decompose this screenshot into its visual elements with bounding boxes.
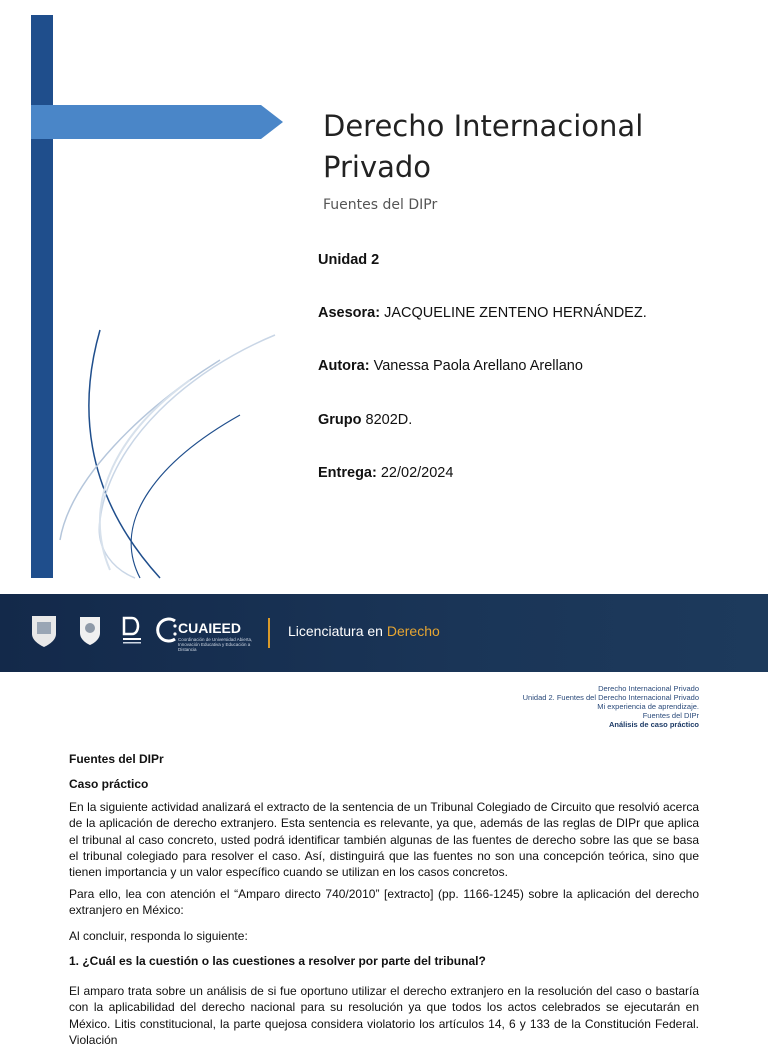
delivery-field bbox=[318, 465, 453, 481]
answer-1: El amparo trata sobre un análisis de si fue oportuno utilizar el derecho extranjero en la resolución del caso o bastaría con la aplicabilidad del derecho nacional para su resolución ya que todos los actos celebrados se ejecutarán en México. Litis constitucional, la parte quejosa considera violatorio los artículos 14, 6 y 133 de la Constitución Federal. Violación bbox=[69, 984, 699, 1047]
group-label: Grupo bbox=[318, 412, 362, 428]
delivery-value: 22/02/2024 bbox=[380, 465, 454, 481]
cover-title bbox=[323, 106, 743, 188]
advisor-value: JACQUELINE ZENTENO HERNÁNDEZ. bbox=[384, 305, 647, 321]
unit-field bbox=[318, 252, 379, 268]
cuaieed-subtitle: Coordinación de Universidad Abierta, Innovación Educativa y Educación a Distancia bbox=[178, 637, 253, 652]
section-heading: Fuentes del DIPr bbox=[69, 752, 164, 766]
meta-line: Fuentes del DIPr bbox=[642, 711, 699, 720]
innovation-logo-icon bbox=[120, 616, 144, 646]
cuaieed-wordmark: CUAIEED bbox=[178, 620, 242, 636]
group-field bbox=[318, 412, 412, 428]
instruction-paragraph: Al concluir, responda lo siguiente: bbox=[69, 929, 248, 943]
institution-banner bbox=[0, 594, 768, 672]
meta-line-strong: Análisis de caso práctico bbox=[608, 720, 699, 729]
delivery-label: Entrega: bbox=[318, 465, 377, 481]
meta-line: Derecho Internacional Privado bbox=[598, 684, 699, 693]
advisor-field bbox=[318, 305, 647, 321]
intro-paragraph: En la siguiente actividad analizará el extracto de la sentencia de un Tribunal Colegiado de Circuito que resolvió acerca de la aplicación de derecho extranjero. Esta sentencia es relevante, ya que, además de las reglas de DIPr que aplica el tribunal al caso concreto, usted podrá identificar también algunas de las fuentes de derecho sobre las que se basa el tribunal colegiado para resolver el caso. Así, distinguirá que las fuentes no son una concepción teórica, sino que tienen importancia y un valor específico cuando se utilizan en los casos concretos. bbox=[69, 800, 699, 880]
reading-paragraph: Para ello, lea con atención el “Amparo directo 740/2010” [extracto] (pp. 1166-1245) sobre la aplicación del derecho extranjero en México: bbox=[69, 887, 699, 918]
question-1: 1. ¿Cuál es la cuestión o las cuestiones a resolver por parte del tribunal? bbox=[69, 954, 486, 968]
cover-subtitle: Fuentes del DIPr bbox=[323, 197, 438, 213]
cuaieed-logo-icon bbox=[155, 616, 179, 644]
unam-shield-icon bbox=[30, 614, 58, 648]
section-subheading: Caso práctico bbox=[69, 777, 149, 791]
unit-label: Unidad 2 bbox=[318, 252, 380, 268]
program-prefix: Licenciatura en bbox=[288, 623, 383, 639]
decorative-swirl bbox=[40, 320, 290, 580]
program-accent: Derecho bbox=[386, 623, 440, 639]
author-value: Vanessa Paola Arellano Arellano bbox=[373, 358, 583, 374]
document-meta-header bbox=[523, 684, 699, 729]
author-label: Autora: bbox=[318, 358, 370, 374]
banner-divider bbox=[268, 618, 270, 648]
advisor-label: Asesora: bbox=[318, 305, 381, 321]
cover-arrow-banner bbox=[31, 103, 291, 143]
cover-title-line2: Privado bbox=[323, 150, 432, 184]
faculty-shield-icon bbox=[78, 613, 102, 647]
meta-line: Mi experiencia de aprendizaje. bbox=[597, 702, 699, 711]
cover-title-line1: Derecho Internacional bbox=[323, 109, 644, 143]
program-title bbox=[288, 623, 440, 639]
group-value: 8202D. bbox=[365, 412, 413, 428]
author-field bbox=[318, 358, 583, 374]
meta-line: Unidad 2. Fuentes del Derecho Internacional Privado bbox=[522, 693, 699, 702]
